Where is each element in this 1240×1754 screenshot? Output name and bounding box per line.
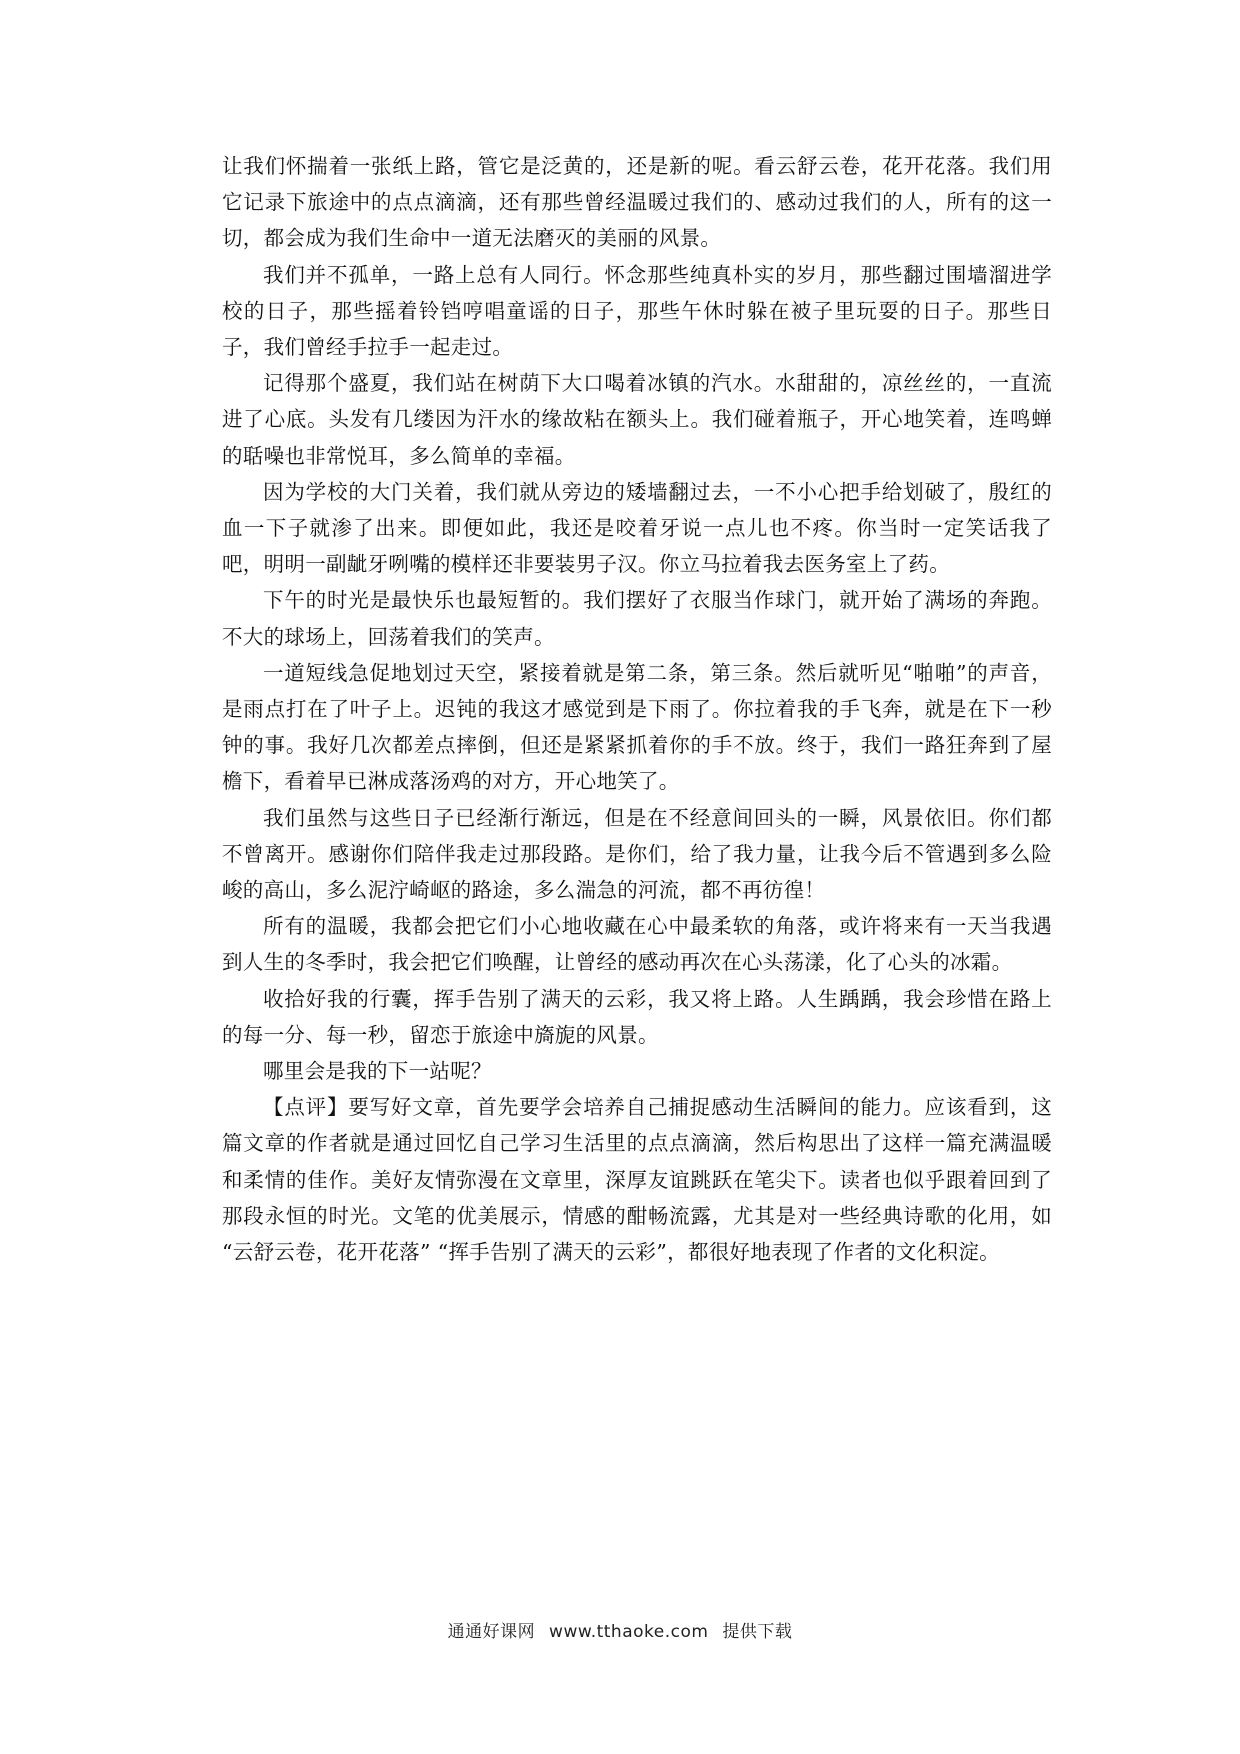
article-paragraph: 哪里会是我的下一站呢？ bbox=[263, 1059, 492, 1084]
article-paragraph: 下午的时光是最快乐也最短暂的。我们摆好了衣服当作球门，就开始了满场的奔跑。不大的球场上，回荡着我们的笑声。 bbox=[222, 588, 1052, 649]
page-footer bbox=[0, 1617, 1240, 1642]
article-body bbox=[222, 148, 1052, 1270]
article-paragraph: 我们虽然与这些日子已经渐行渐远，但是在不经意间回头的一瞬，风景依旧。你们都不曾离开。感谢你们陪伴我走过那段路。是你们，给了我力量，让我今后不管遇到多么险峻的高山，多么泥泞崎岖的路途，多么湍急的河流，都不再彷徨！ bbox=[222, 805, 1052, 903]
article-paragraph: 我们并不孤单，一路上总有人同行。怀念那些纯真朴实的岁月，那些翻过围墙溜进学校的日子，那些摇着铃铛哼唱童谣的日子，那些午休时躲在被子里玩耍的日子。那些日子，我们曾经手拉手一起走过。 bbox=[222, 262, 1052, 360]
article-paragraph: 一道短线急促地划过天空，紧接着就是第二条，第三条。然后就听见“啪啪”的声音，是雨点打在了叶子上。迟钝的我这才感觉到是下雨了。你拉着我的手飞奔，就是在下一秒钟的事。我好几次都差点摔倒，但还是紧紧抓着你的手不放。终于，我们一路狂奔到了屋檐下，看着早已淋成落汤鸡的对方，开心地笑了。 bbox=[222, 660, 1052, 794]
article-paragraph: 所有的温暖，我都会把它们小心地收藏在心中最柔软的角落，或许将来有一天当我遇到人生的冬季时，我会把它们唤醒，让曾经的感动再次在心头荡漾，化了心头的冰霜。 bbox=[222, 914, 1052, 975]
article-paragraph: 因为学校的大门关着，我们就从旁边的矮墙翻过去，一不小心把手给划破了，殷红的血一下子就渗了出来。即便如此，我还是咬着牙说一点儿也不疼。你当时一定笑话我了吧，明明一副龇牙咧嘴的模样还非要装男子汉。你立马拉着我去医务室上了药。 bbox=[222, 479, 1052, 577]
footer-suffix: 提供下载 bbox=[722, 1622, 793, 1642]
review-comment-paragraph: 【点评】要写好文章，首先要学会培养自己捕捉感动生活瞬间的能力。应该看到，这篇文章的作者就是通过回忆自己学习生活里的点点滴滴，然后构思出了这样一篇充满温暖和柔情的佳作。美好友情弥漫在文章里，深厚友谊跳跃在笔尖下。读者也似乎跟着回到了那段永恒的时光。文笔的优美展示，情感的酣畅流露，尤其是对一些经典诗歌的化用，如 “云舒云卷，花开花落” “挥手告别了满天的云彩”，都很好地表现了作者的文化积淀。 bbox=[222, 1095, 1052, 1265]
footer-site-name: 通通好课网 bbox=[447, 1622, 536, 1642]
footer-url-link[interactable]: www.tthaoke.com bbox=[549, 1622, 709, 1642]
article-paragraph-continued: 让我们怀揣着一张纸上路，管它是泛黄的，还是新的呢。看云舒云卷，花开花落。我们用它记录下旅途中的点点滴滴，还有那些曾经温暖过我们的、感动过我们的人，所有的这一切，都会成为我们生命中一道无法磨灭的美丽的风景。 bbox=[222, 154, 1052, 251]
article-paragraph: 收拾好我的行囊，挥手告别了满天的云彩，我又将上路。人生踽踽，我会珍惜在路上的每一分、每一秒，留恋于旅途中旖旎的风景。 bbox=[222, 986, 1052, 1047]
article-paragraph: 记得那个盛夏，我们站在树荫下大口喝着冰镇的汽水。水甜甜的，凉丝丝的，一直流进了心底。头发有几缕因为汗水的缘故粘在额头上。我们碰着瓶子，开心地笑着，连鸣蝉的聒噪也非常悦耳，多么简单的幸福。 bbox=[222, 371, 1052, 468]
